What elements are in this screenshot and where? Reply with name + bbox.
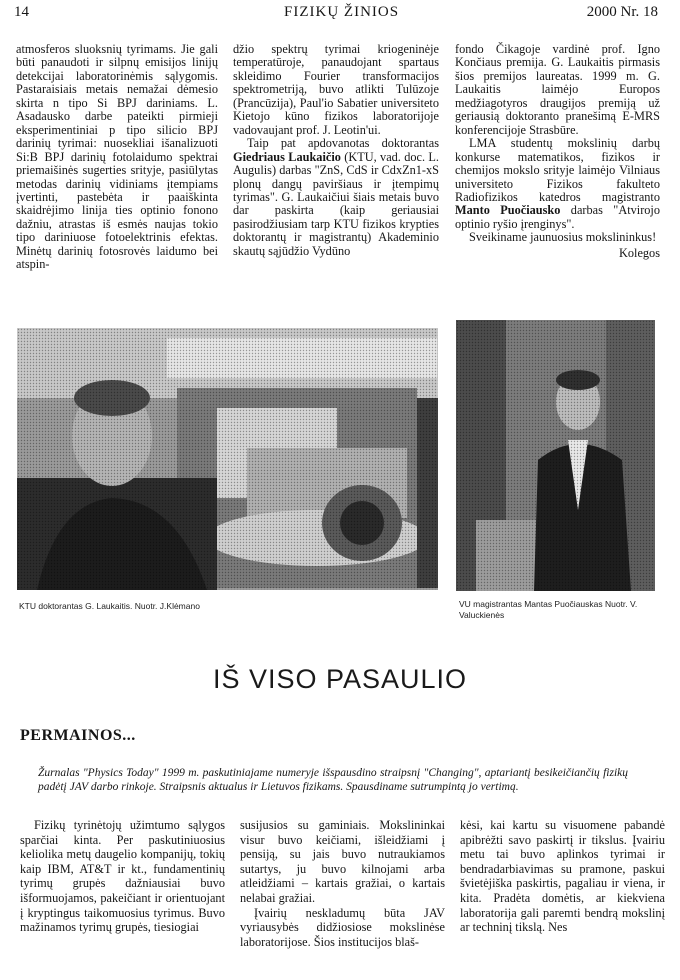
- article-title: PERMAINOS...: [20, 727, 136, 744]
- paragraph: LMA studentų mokslinių darbų konkurse matematikos, fizikos ir chemijos mokslo srityje laimėjo Vilniaus universiteto Fizikos fakulteto Radiofizikos katedros magistranto Manto Puočiausko darbas "Atvirojo optinio ryšio įrenginys".: [455, 136, 660, 231]
- issue-number: 2000 Nr. 18: [586, 4, 658, 20]
- photo-laboratory: [17, 328, 438, 590]
- photo-caption: KTU doktorantas G. Laukaitis. Nuotr. J.Klėmano: [19, 601, 200, 611]
- article-column-2: [240, 818, 445, 949]
- photo-student: [456, 320, 655, 591]
- paragraph: Fizikų tyrinėtojų užimtumo sąlygos sparčiai kinta. Per paskutiniuosius keliolika metų daugelio kompanijų, tokių kaip IBM, AT&T ir kt., fundamentinių tyrimų grupės dažniausiai buvo išformuojamos, pakeičiant ir orientuojant į kryptingus taikomuosius tyrimus. Buvo mažinamos tyrimų grupės, tiesiogiai: [20, 818, 225, 935]
- top-column-1: [16, 43, 218, 272]
- top-column-2: [233, 43, 439, 258]
- page-number: 14: [14, 4, 29, 20]
- photo-caption: VU magistrantas Mantas Puočiauskas Nuotr. V. Valuckienės: [459, 599, 638, 620]
- article-lead: Žurnalas "Physics Today" 1999 m. paskutiniajame numeryje išspausdino straipsnį "Changing", aptariantį besikeičiančių fizikų padėtį JAV darbo rinkoje. Straipsnis aktualus ir Lietuvos fizikams. Spausdiname sutrumpintą jo vertimą.: [38, 767, 628, 793]
- paragraph: fondo Čikagoje vardinė prof. Igno Končiaus premija. G. Laukaitis pirmasis šios premijos laureatas. 1999 m. G. Laukaitis laimėjo Europos medžiagotyros draugijos premiją už geriausią doktoranto pranešimą E-MRS konferencijoje Strasbūre.: [455, 42, 660, 137]
- article-column-3: [460, 818, 665, 935]
- paragraph: susijusios su gaminiais. Mokslininkai visur buvo keičiami, išleidžiami į pensiją, su jais buvo nutraukiamos sutartys, ju buvo kilnojami arba atleidžiami – kartais gražiai, o kartais nelabai gražiai.: [240, 818, 445, 905]
- journal-title: FIZIKŲ ŽINIOS: [284, 4, 400, 20]
- paragraph: Įvairių neskladumų būta JAV vyriausybės didžiosiose mokslinėse laboratorijose. Šios institucijos blaš-: [240, 905, 445, 949]
- page-header: [14, 4, 658, 26]
- highlight-name: Manto Puočiausko: [455, 203, 561, 218]
- paragraph: kėsi, kai kartu su visuomene pabandė apibrėžti savo paskirtį ir tikslus. Įvairiu metu tai buvo aplinkos tyrimai ir bendradarbiavimas su pramone, paskui švietėjiška paskirtis, pagaliau ir viena, ir kita. Pradėta domėtis, ar kiekviena laboratorija gali paremti bendrą mokslinį ar techninį tikslą. Nes: [460, 818, 665, 935]
- paragraph: Taip pat apdovanotas doktorantas Giedriaus Laukaičio (KTU, vad. doc. L. Augulis) darbas "ZnS, CdS ir CdxZn1-xS plonų dangų paviršiaus ir įtempimų tyrimas". G. Laukaičiui šiais metais buvo dar paskirta (kaip geriausiai pasirodžiusiam tarp KTU fizikos krypties doktorantų ir magistrantų) Akademinio skautų sąjūdžio Vydūno: [233, 136, 440, 258]
- signature: Kolegos: [619, 245, 660, 260]
- section-title: IŠ VISO PASAULIO: [212, 664, 468, 694]
- top-column-3: [455, 43, 660, 260]
- paragraph: Sveikiname jaunuosius mokslininkus!: [469, 230, 657, 245]
- highlight-name: Giedriaus Laukaičio: [233, 149, 341, 164]
- paragraph: atmosferos sluoksnių tyrimams. Jie gali būti panaudoti ir silpnų emisijos linijų detekcijai laboratorinėmis sąlygomis. Pastaraisiais metais nemažai dėmesio skirta n tipo Si BPJ dariniams. L. Asadausko darbe pateikti pirmieji eksperimentiniai p tipo silicio BPJ darinių tyrimai: nuosekliai išanalizuoti Si:B BPJ darinių fotolaidumo spektrai priemaišinės sugerties srityje, pasiūlytas metodas darinių vidiniams įtempiams įvertinti, pastebėta ir paaiškinta skaidrėjimo linija ties optinio fonono dažniu, atrastas iš esmės naujas tokio tipo dariniuose fotoelektrinis efektas. Minėtų darinių fotosrovės laidumo bei atspin-: [16, 42, 218, 272]
- paragraph: džio spektrų tyrimai kriogeninėje temperatūroje, panaudojant spartaus skleidimo Fourier transformacijos spektrometriją, buvo atlikti Tulūzoje (Prancūzija), Paul'io Sabatier universiteto Kietojo kūno fizikos laboratorijoje vadovaujant prof. J. Leotin'ui.: [233, 42, 439, 137]
- article-column-1: [20, 818, 225, 935]
